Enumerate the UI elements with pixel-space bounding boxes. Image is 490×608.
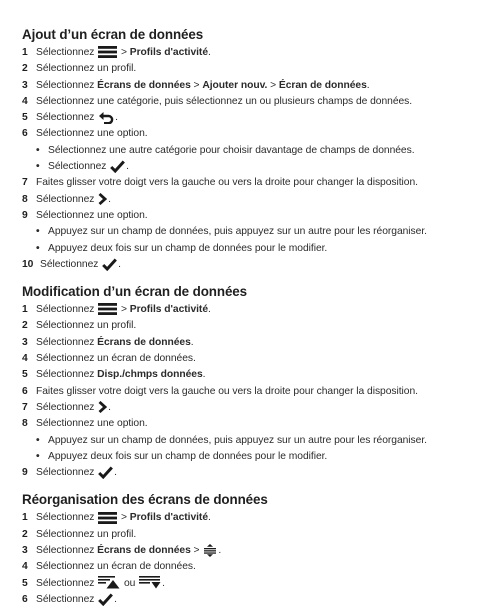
back-arrow-icon [98,111,114,124]
menu-path-label: Disp./chmps données [97,369,203,381]
text-run: . [208,304,211,316]
menu-icon [98,303,117,315]
step-item [22,527,474,543]
step-text [36,94,412,110]
menu-path-label: Écrans de données [97,545,191,557]
step-text [36,335,194,351]
checkmark-icon [98,466,113,479]
step-text [36,527,136,543]
menu-path-label: Écrans de données [97,336,191,348]
text-run: Sélectionnez [48,161,110,173]
text-run: Sélectionnez un profil. [36,320,137,332]
step-item [22,126,474,142]
step-number: 5 [22,577,28,589]
step-text [48,449,327,465]
step-item [22,192,474,208]
text-run: . [115,112,118,124]
text-run: . [114,593,117,605]
text-run: . [126,161,129,173]
step-item [22,335,474,351]
step-item [22,257,474,273]
bullet-dot: • [36,161,40,173]
text-run: Sélectionnez [36,193,98,205]
step-text [48,159,129,175]
step-text [48,241,327,257]
text-run: Sélectionnez [36,47,98,58]
step-text [36,208,148,224]
step-number: 8 [22,418,28,430]
text-run: Appuyez sur un champ de données, puis appuyez sur un autre pour les réorganiser. [48,434,427,446]
text-run: . [162,577,165,589]
chevron-right-icon [98,401,107,413]
text-run: . [202,369,206,381]
step-number: 3 [22,545,28,557]
step-text [36,351,196,367]
menu-path-label: Écran de données [278,79,367,91]
section-title: Modification d’un écran de données [22,284,248,300]
step-text [36,45,211,61]
menu-icon [98,512,117,524]
step-text [36,543,221,559]
text-run: . [218,545,222,557]
bullet-item [22,241,474,257]
step-item [22,400,474,416]
step-number: 1 [22,512,28,524]
text-run: Sélectionnez [36,369,98,381]
step-text [36,367,205,383]
step-item [22,510,474,526]
chevron-right-icon [98,193,107,205]
bullet-dot: • [36,434,40,446]
step-number: 2 [22,320,28,332]
step-number: 1 [22,304,28,316]
reorder-icon [203,544,217,557]
step-number: 9 [22,209,28,221]
text-run: > [118,47,130,58]
step-number: 4 [22,561,28,573]
step-item [22,302,474,318]
text-run: Appuyez deux fois sur un champ de données pour le modifier. [48,242,328,254]
text-run: Sélectionnez une catégorie, puis sélectionnez un ou plusieurs champs de données. [36,95,413,107]
text-run: Sélectionnez [36,593,98,605]
move-down-icon [139,576,161,589]
bullet-item [22,224,474,240]
step-text [36,416,148,432]
step-item [22,543,474,559]
step-item [22,465,474,481]
step-number: 4 [22,95,28,107]
text-run: Sélectionnez un profil. [36,63,137,75]
text-run: . [208,47,211,58]
text-run: Sélectionnez [36,304,98,316]
bullet-item [22,143,474,159]
step-text [36,61,136,77]
text-run: Sélectionnez un écran de données. [36,561,196,573]
text-run: Sélectionnez [36,112,98,124]
text-run: Appuyez deux fois sur un champ de données pour le modifier. [48,450,328,462]
section [22,491,474,608]
section-title: Ajout d’un écran de données [22,27,204,42]
step-number: 6 [22,593,28,605]
step-text [36,465,117,481]
step-text [48,433,427,449]
text-run: ou [121,577,139,589]
section [22,283,474,481]
step-item [22,367,474,383]
text-run: Faites glisser votre doigt vers la gauche ou vers la droite pour changer la disposition. [36,385,418,397]
step-item [22,61,474,77]
step-item [22,94,474,110]
text-run: > [118,304,130,316]
step-number: 2 [22,63,28,75]
step-item [22,208,474,224]
checkmark-icon [98,593,113,606]
text-run: Sélectionnez [36,577,98,589]
step-number: 5 [22,112,28,124]
step-number: 1 [22,47,28,58]
bullet-item [22,433,474,449]
step-item [22,384,474,400]
step-item [22,559,474,575]
step-text [36,510,211,526]
menu-path-label: Profils d'activité [129,47,208,58]
section [22,26,474,273]
step-number: 8 [22,193,28,205]
step-item [22,416,474,432]
menu-path-label: Écrans de données [97,79,191,91]
text-run: . [114,467,117,479]
text-run: > [118,512,130,524]
step-text [36,559,196,575]
step-text [36,175,418,191]
step-number: 7 [22,401,28,413]
step-text [36,318,136,334]
text-run: Sélectionnez une option. [36,128,148,140]
step-text [36,126,148,142]
menu-path-label: Profils d'activité [129,304,208,316]
text-run: > [190,79,203,91]
step-text [36,110,118,126]
text-run: . [118,258,121,270]
text-run: Sélectionnez [36,467,98,479]
step-text [48,143,415,159]
step-number: 2 [22,528,28,540]
text-run: . [108,193,111,205]
menu-icon [98,46,117,58]
checkmark-icon [110,160,125,173]
text-run: . [366,79,370,91]
step-item [22,318,474,334]
text-run: > [190,545,203,557]
step-number: 7 [22,177,28,189]
menu-path-label: Profils d'activité [129,512,208,524]
checkmark-icon [102,258,117,271]
step-item [22,78,474,94]
text-run: . [108,401,111,413]
bullet-dot: • [36,242,40,254]
text-run: Sélectionnez un profil. [36,528,137,540]
step-number: 9 [22,467,28,479]
text-run: Sélectionnez une autre catégorie pour choisir davantage de champs de données. [48,144,415,156]
text-run: Sélectionnez une option. [36,209,148,221]
step-number: 5 [22,369,28,381]
text-run: Appuyez sur un champ de données, puis appuyez sur un autre pour les réorganiser. [48,226,427,238]
text-run: Sélectionnez [36,79,98,91]
step-item [22,576,474,592]
bullet-dot: • [36,144,40,156]
bullet-item [22,159,474,175]
step-text [36,78,370,94]
step-text [40,257,121,273]
bullet-item [22,449,474,465]
move-up-icon [98,576,120,589]
step-number: 3 [22,79,28,91]
bullet-dot: • [36,226,40,238]
text-run: Sélectionnez [36,512,98,524]
text-run: Sélectionnez un écran de données. [36,353,196,365]
step-item [22,351,474,367]
step-number: 4 [22,353,28,365]
step-item [22,175,474,191]
step-number: 6 [22,385,28,397]
text-run: Sélectionnez une option. [36,418,148,430]
step-item [22,45,474,61]
step-text [36,302,211,318]
text-run: Sélectionnez [36,336,98,348]
text-run: Sélectionnez [36,545,98,557]
menu-path-label: Ajouter nouv. [202,79,268,91]
step-text [48,224,427,240]
step-item [22,110,474,126]
step-text [36,400,111,416]
text-run: Sélectionnez [36,401,98,413]
step-text [36,192,111,208]
text-run: . [190,336,194,348]
step-text [36,576,165,592]
step-number: 6 [22,128,28,140]
text-run: Faites glisser votre doigt vers la gauche ou vers la droite pour changer la disposition. [36,177,418,189]
bullet-dot: • [36,450,40,462]
section-title: Réorganisation des écrans de données [22,492,268,508]
text-run: . [208,512,211,524]
text-run: Sélectionnez [40,258,102,270]
step-text [36,384,418,400]
text-run: > [267,79,279,91]
step-number: 10 [22,258,34,270]
step-number: 3 [22,336,28,348]
